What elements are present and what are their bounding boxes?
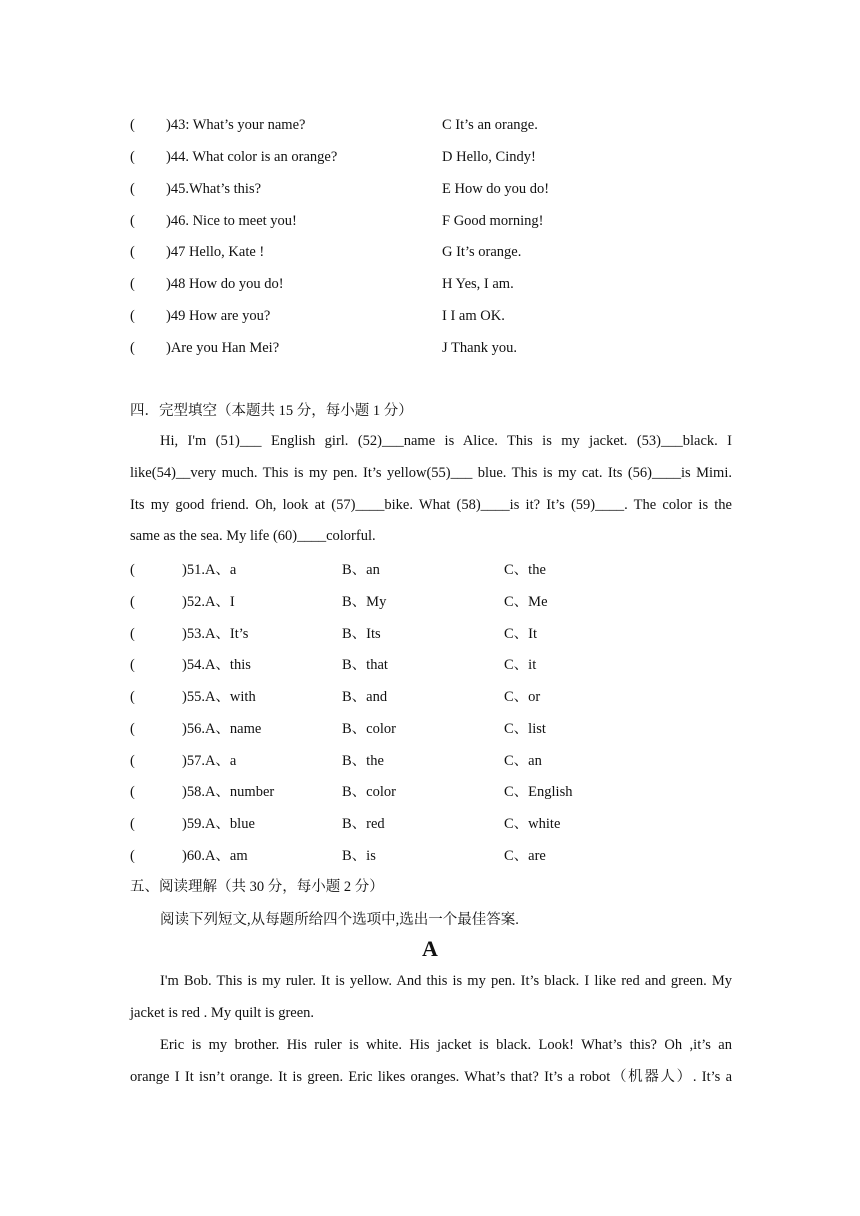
matching-item — [130, 306, 750, 326]
matching-answer: H Yes, I am. — [442, 276, 514, 292]
passage-line: like(54)__very much. This is my pen. It’s yellow(55)___ blue. This is my cat. Its (56)____is Mimi. — [130, 464, 732, 481]
option-c: C、list — [504, 721, 546, 737]
option-a: )55.A、with — [182, 689, 256, 705]
answer-blank[interactable]: ( — [130, 181, 135, 197]
answer-blank[interactable]: ( — [130, 276, 135, 292]
option-a: )60.A、am — [182, 848, 248, 864]
passage-line: jacket is red . My quilt is green. — [130, 1004, 315, 1021]
option-a: )53.A、It’s — [182, 626, 249, 642]
option-row — [130, 719, 750, 739]
matching-answer: I I am OK. — [442, 308, 505, 324]
matching-item — [130, 211, 750, 231]
passage-line: same as the sea. My life (60)____colorful. — [130, 528, 376, 545]
passage-line: Hi, I'm (51)___ English girl. (52)___name is Alice. This is my jacket. (53)___black. I — [160, 433, 732, 449]
option-row — [130, 592, 750, 612]
option-c: C、the — [504, 562, 546, 578]
option-c: C、are — [504, 848, 546, 864]
reading-paragraph — [130, 1030, 732, 1094]
reading-instruction: 阅读下列短文,从每题所给四个选项中,选出一个最佳答案. — [160, 912, 519, 928]
matching-item — [130, 274, 750, 294]
answer-blank[interactable]: ( — [130, 784, 135, 800]
answer-blank[interactable]: ( — [130, 753, 135, 769]
passage-line: Its my good friend. Oh, look at (57)____bike. What (58)____is it? It’s (59)____. The color is the — [130, 496, 732, 513]
cloze-passage — [130, 426, 732, 553]
matching-item — [130, 338, 750, 358]
matching-question: )44. What color is an orange? — [166, 149, 338, 165]
answer-blank[interactable]: ( — [130, 816, 135, 832]
answer-blank[interactable]: ( — [130, 308, 135, 324]
matching-question: )43: What’s your name? — [166, 117, 306, 133]
option-a: )59.A、blue — [182, 816, 255, 832]
option-row — [130, 624, 750, 644]
option-b: B、an — [342, 562, 380, 578]
matching-item — [130, 115, 750, 135]
option-b: B、is — [342, 848, 376, 864]
answer-blank[interactable]: ( — [130, 213, 135, 229]
answer-blank[interactable]: ( — [130, 689, 135, 705]
matching-question: )45.What’s this? — [166, 181, 262, 197]
option-b: B、the — [342, 753, 384, 769]
option-b: B、color — [342, 721, 396, 737]
passage-line: orange I It isn’t orange. It is green. Eric likes oranges. What’s that? It’s a robot（机器人）. It’s a — [130, 1068, 732, 1085]
answer-blank[interactable]: ( — [130, 657, 135, 673]
matching-answer: D Hello, Cindy! — [442, 149, 536, 165]
passage-line: I'm Bob. This is my ruler. It is yellow. And this is my pen. It’s black. I like red and green. My — [160, 973, 732, 989]
option-a: )57.A、a — [182, 753, 237, 769]
matching-answer: C It’s an orange. — [442, 117, 538, 133]
answer-blank[interactable]: ( — [130, 340, 135, 356]
matching-item — [130, 242, 750, 262]
matching-question: )48 How do you do! — [166, 276, 284, 292]
matching-question: )46. Nice to meet you! — [166, 213, 297, 229]
option-b: B、Its — [342, 626, 381, 642]
option-a: )56.A、name — [182, 721, 262, 737]
option-row — [130, 814, 750, 834]
section-title: 五、阅读理解（共 30 分，每小题 2 分） — [130, 879, 384, 895]
matching-question: )Are you Han Mei? — [166, 340, 280, 356]
option-c: C、white — [504, 816, 561, 832]
option-c: C、Me — [504, 594, 548, 610]
option-a: )52.A、I — [182, 594, 235, 610]
answer-blank[interactable]: ( — [130, 117, 135, 133]
matching-question: )47 Hello, Kate ! — [166, 244, 265, 260]
passage-line: Eric is my brother. His ruler is white. His jacket is black. Look! What’s this? Oh ,it’s an — [160, 1037, 732, 1053]
answer-blank[interactable]: ( — [130, 626, 135, 642]
answer-blank[interactable]: ( — [130, 848, 135, 864]
option-a: )54.A、this — [182, 657, 251, 673]
reading-paragraph — [130, 966, 732, 1030]
matching-item — [130, 179, 750, 199]
option-row — [130, 751, 750, 771]
matching-question: )49 How are you? — [166, 308, 271, 324]
option-a: )51.A、a — [182, 562, 237, 578]
option-b: B、and — [342, 689, 388, 705]
section-title: 四．完型填空（本题共 15 分，每小题 1 分） — [130, 403, 413, 419]
answer-blank[interactable]: ( — [130, 149, 135, 165]
option-row — [130, 655, 750, 675]
option-row — [130, 782, 750, 802]
option-b: B、My — [342, 594, 387, 610]
answer-blank[interactable]: ( — [130, 594, 135, 610]
passage-letter: A — [422, 936, 438, 961]
answer-blank[interactable]: ( — [130, 562, 135, 578]
option-c: C、an — [504, 753, 542, 769]
matching-answer: E How do you do! — [442, 181, 550, 197]
matching-answer: J Thank you. — [442, 340, 518, 356]
option-c: C、it — [504, 657, 537, 673]
option-row — [130, 846, 750, 866]
answer-blank[interactable]: ( — [130, 244, 135, 260]
option-c: C、or — [504, 689, 541, 705]
option-b: B、color — [342, 784, 396, 800]
matching-answer: F Good morning! — [442, 213, 544, 229]
matching-answer: G It’s orange. — [442, 244, 522, 260]
answer-blank[interactable]: ( — [130, 721, 135, 737]
option-b: B、that — [342, 657, 388, 673]
option-c: C、It — [504, 626, 538, 642]
option-row — [130, 560, 750, 580]
option-c: C、English — [504, 784, 573, 800]
option-b: B、red — [342, 816, 385, 832]
option-a: )58.A、number — [182, 784, 275, 800]
matching-item — [130, 147, 750, 167]
option-row — [130, 687, 750, 707]
